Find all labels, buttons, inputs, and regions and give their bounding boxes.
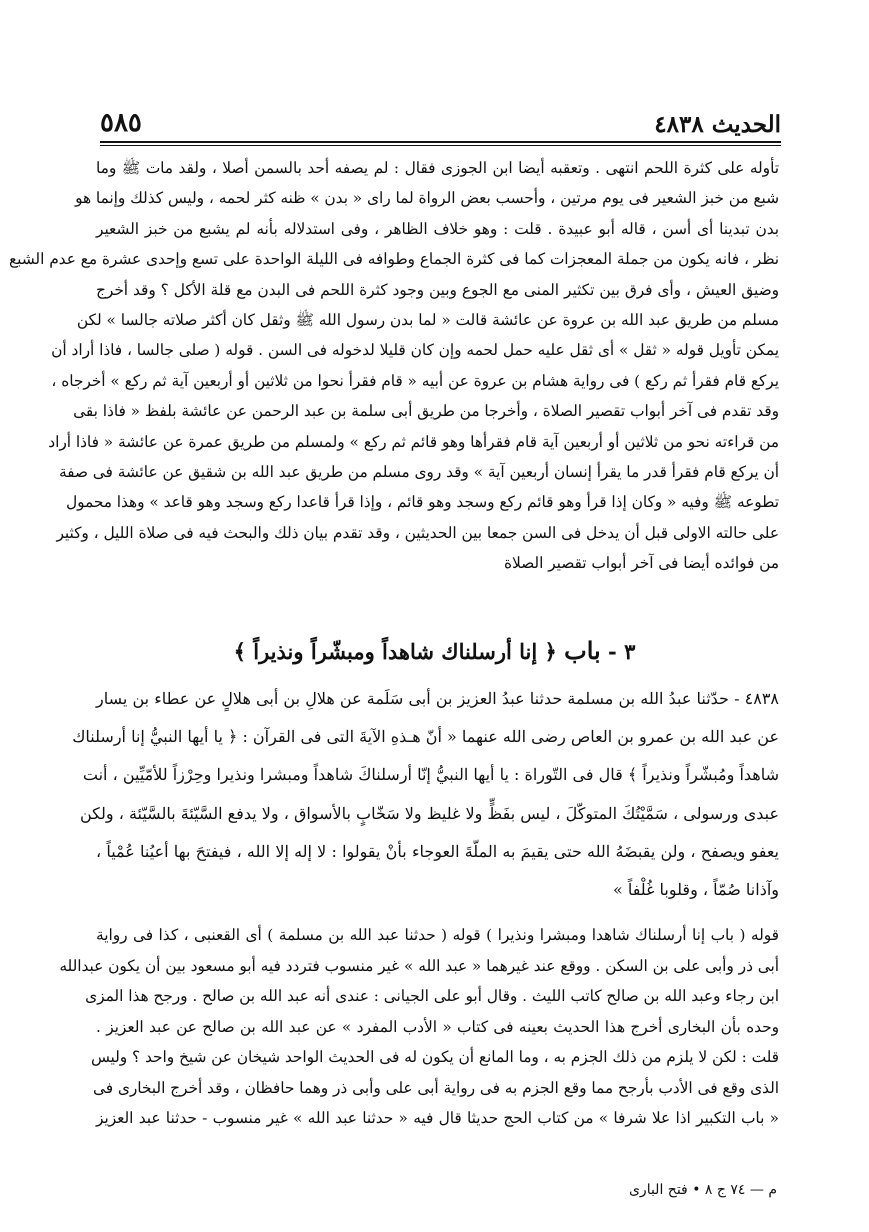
hadith-line: يعفو ويصفح ، ولن يقبضَهُ الله حتى يقيمَ به الملّةَ العوجاء بأنْ يقولوا : لا إله إلا الله ، فيفتحَ بها أعيُنا عُمْياً ، [96,841,779,861]
text-line: من قراءته نحو من ثلاثين أو أربعين آية قام فقرأها وهو قائم ثم ركع » ولمسلم من طريق عمرة عن عائشة « فاذا أراد [48,432,779,451]
text-line: يركع قام فقرأ ثم ركع ) فى رواية هشام بن عروة عن أبيه « قام فقرأ نحوا من ثلاثين أو أربعين آية ثم ركع » أخرجاه ، [51,371,779,390]
text-line: قوله ( باب إنا أرسلناك شاهدا ومبشرا ونذيرا ) قوله ( حدثنا عبد الله بن مسلمة ) أى القعنبى ، كذا فى رواية [96,926,779,944]
text-line: أن يركع قام فقرأ قدر ما يقرأ إنسان أربعين آية » وقد روى مسلم من طريق عبد الله بن شقيق عن عائشة فى صفة [58,463,779,482]
text-line: وقد تقدم فى آخر أبواب تقصير الصلاة ، وأخرجا من طريق أبى سلمة بن عبد الرحمن عن عائشة بلفظ « فاذا بقى [73,402,779,421]
text-line: تأوله على كثرة اللحم انتهى . وتعقبه أيضا ابن الجوزى فقال : لم يصفه أحد بالسمن أصلا ، ولقد مات ﷺ وما [96,159,779,177]
hadith-line: شاهداً ومُبشّراً ونذيراً ﴾ قال فى التّوراة : يا أيها النبيُّ إنّا أرسلناكَ شاهداً ومبشرا ونذيرا وحِرْزاً للأمّيِّين ، أنت [82,765,779,785]
hadith-line: وآذانا صُمّاً ، وقلوبا غُلْفاً » [612,880,779,900]
header-rule-thin [100,145,781,146]
text-line: يمكن تأويل قوله « ثقل » أى ثقل عليه حمل لحمه وإن كان قليلا لدخوله فى السن . قوله ( صلى جالسا ، فاذا أراد أن [51,341,779,360]
text-line: الذى وقع فى الأدب بأرجح مما وقع الجزم به فى رواية أبى على وأبى ذر وهما حافظان ، وقد أخرج البخارى فى [92,1078,779,1097]
header-rule [100,141,781,143]
text-line: وضيق العيش ، وأى فرق بين تكثير المنى مع الجوع وبين وجود كثرة اللحم فى البدن مع قلة الأكل ؟ وقد أخرج [96,280,779,299]
text-line: مسلم من طريق عبد الله بن عروة عن عائشة قالت « لما بدن رسول الله ﷺ وثقل كان أكثر صلاته جالسا » لكن [76,311,779,330]
chapter-heading [200,636,669,670]
page-number: ٥٨٥ [100,108,142,138]
text-line: من فوائده أيضا فى آخر أبواب تقصير الصلاة [504,554,779,573]
hadith-text [72,680,780,909]
running-head: الحديث ٤٨٣٨ [654,111,781,138]
text-line: على حالته الاولى قبل أن يدخل فى السن جمعا بين الحديثين ، وقد تقدم بيان ذلك والبحث فيه فى صلاة الليل ، وكثير [56,523,779,542]
text-line: ابن رجاء وعبد الله بن صالح كاتب الليث . وقال أبو على الجيانى : عندى أنه عبد الله بن صالح . ورجح هذا المزى [85,987,779,1005]
text-line: أبى ذر وأبى على بن السكن . ووقع عند غيرهما « عبد الله » غير منسوب فتردد فيه أبو مسعود بين أن يكون عبدالله [59,956,779,975]
commentary-top [9,153,779,579]
commentary-bottom [59,920,779,1134]
hadith-line: عبدى ورسولى ، سَمَّيْتُكَ المتوكّلَ ، ليس بفَظٍّ ولا غليظ ولا سَخّابٍ بالأسواق ، ولا يدفع السَّيّئةَ بالسَّيّئة ، ولكن [79,803,779,823]
text-line: « باب التكبير اذا علا شرفا » من كتاب الحج حديثا قال فيه « حدثنا عبد الله » غير منسوب - حدثنا عبد العزيز [96,1109,779,1127]
page-header [100,98,781,138]
page-footer: م — ٧٤ ج ٨ • فتح البارى [628,1182,777,1198]
text-line: شبع من خبز الشعير فى يوم مرتين ، وأحسب بعض الرواة لما راى « بدن » ظنه كثر لحمه ، وليس كذلك وإنما هو [75,189,779,208]
text-line: نظر ، فانه يكون من جملة المعجزات كما فى كثرة الجماع وطوافه فى الليلة الواحدة على تسع وإحدى عشرة مع عدم الشبع [9,250,779,269]
chapter-bab: باب [564,636,601,665]
text-line: تطوعه ﷺ وفيه « وكان إذا قرأ وهو قائم ركع وسجد وهو قائم ، وإذا قرأ قاعدا ركع وسجد وهو قاعد » وهذا محمول [65,493,779,512]
hadith-line: ٤٨٣٨ - حدّثنا عبدُ الله بن مسلمة حدثنا عبدُ العزيز بن أبى سَلَمة عن هلالِ بن أبى هلالٍ عن عطاء بن يسار [96,689,780,708]
text-line: بدن تبدينا أى أسن ، قاله أبو عبيدة . قلت : وهو خلاف الظاهر ، وفى استدلاله بأنه لم يشبع من خبز الشعير [96,219,779,238]
text-line: وحده بأن البخارى أخرج هذا الحديث بعينه فى كتاب « الأدب المفرد » عن عبد الله بن صالح عن عبد العزيز . [96,1017,779,1036]
hadith-line: عن عبد الله بن عمرو بن العاص رضى الله عنهما « أنّ هـذهِ الآيةَ التى فى القرآن : ﴿ يا أيها النبيُّ إنا أرسلناك [72,727,779,747]
chapter-title: ﴿ إنا أرسلناك شاهداً ومبشّراً ونذيراً ﴾ [233,639,557,664]
chapter-number: ٣ - [608,639,636,664]
text-line: قلت : لكن لا يلزم من ذلك الجزم به ، وما المانع أن يكون له فى الحديث الواحد شيخان عن شيخ واحد ؟ وليس [90,1048,779,1066]
